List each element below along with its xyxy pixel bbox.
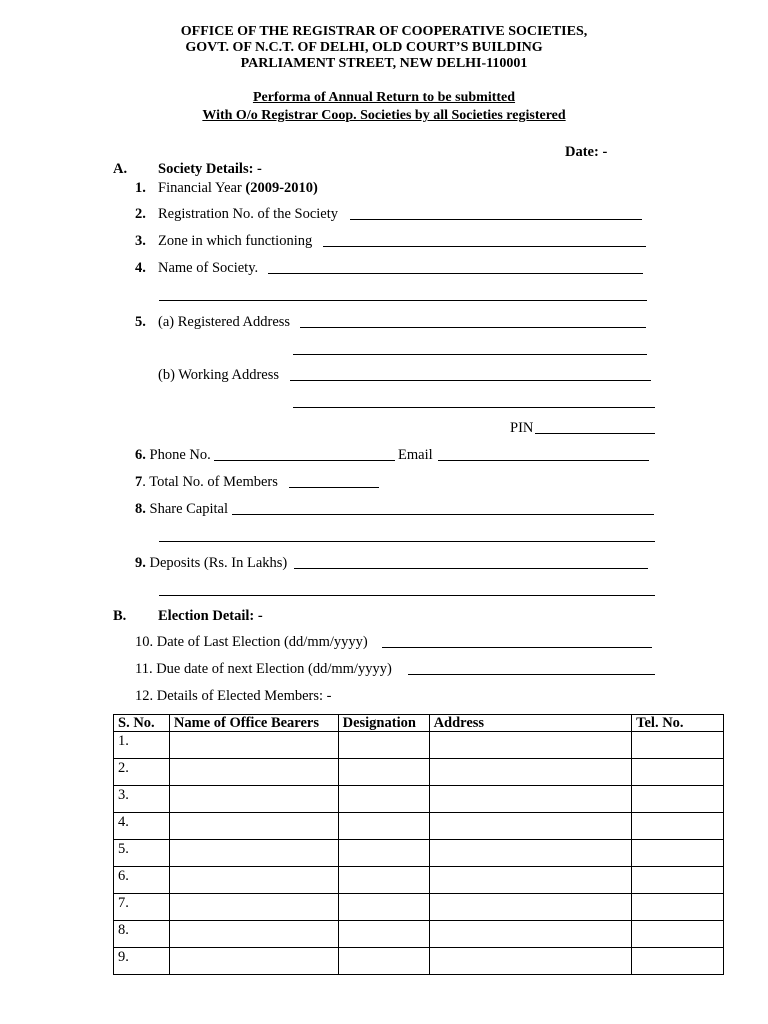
col-header-tel: Tel. No. bbox=[632, 715, 724, 732]
working-address-label: (b) Working Address bbox=[158, 367, 279, 383]
table-row bbox=[114, 813, 724, 840]
name-cell[interactable] bbox=[169, 894, 338, 921]
name-cell[interactable] bbox=[169, 867, 338, 894]
designation-cell[interactable] bbox=[338, 921, 429, 948]
address-cell[interactable] bbox=[429, 948, 632, 975]
elected-members-label: 12. Details of Elected Members: - bbox=[135, 688, 332, 704]
table-header-row bbox=[114, 715, 724, 732]
total-members-field[interactable] bbox=[289, 487, 379, 488]
working-address-field-cont[interactable] bbox=[293, 407, 655, 408]
designation-cell[interactable] bbox=[338, 867, 429, 894]
address-cell[interactable] bbox=[429, 759, 632, 786]
section-b-letter: B. bbox=[113, 608, 127, 624]
date-label: Date: - bbox=[565, 144, 608, 160]
tel-cell[interactable] bbox=[632, 759, 724, 786]
tel-cell[interactable] bbox=[632, 948, 724, 975]
designation-cell[interactable] bbox=[338, 786, 429, 813]
tel-cell[interactable] bbox=[632, 894, 724, 921]
table-row bbox=[114, 948, 724, 975]
designation-cell[interactable] bbox=[338, 759, 429, 786]
total-members-label: . Total No. of Members bbox=[142, 474, 278, 490]
item-8-number: 8. bbox=[135, 501, 146, 517]
item-4-number: 4. bbox=[135, 260, 146, 276]
last-election-label: 10. Date of Last Election (dd/mm/yyyy) bbox=[135, 634, 368, 650]
table-row bbox=[114, 786, 724, 813]
table-row bbox=[114, 921, 724, 948]
tel-cell[interactable] bbox=[632, 813, 724, 840]
members-row bbox=[135, 475, 278, 490]
email-label: Email bbox=[398, 447, 433, 463]
name-cell[interactable] bbox=[169, 759, 338, 786]
share-capital-label: Share Capital bbox=[145, 501, 229, 517]
col-header-name: Name of Office Bearers bbox=[169, 715, 338, 732]
tel-cell[interactable] bbox=[632, 867, 724, 894]
table-row bbox=[114, 840, 724, 867]
row-number: 3. bbox=[114, 786, 170, 813]
name-cell[interactable] bbox=[169, 813, 338, 840]
address-cell[interactable] bbox=[429, 894, 632, 921]
item-1-number: 1. bbox=[135, 180, 146, 196]
financial-year-label: Financial Year bbox=[158, 180, 246, 196]
tel-cell[interactable] bbox=[632, 732, 724, 759]
share-capital-field[interactable] bbox=[232, 514, 654, 515]
designation-cell[interactable] bbox=[338, 894, 429, 921]
financial-year-value: (2009-2010) bbox=[245, 180, 318, 196]
row-number: 1. bbox=[114, 732, 170, 759]
zone-label: Zone in which functioning bbox=[158, 233, 313, 249]
address-cell[interactable] bbox=[429, 813, 632, 840]
office-header-line3: PARLIAMENT STREET, NEW DELHI-110001 bbox=[240, 56, 528, 71]
pin-field[interactable] bbox=[535, 433, 655, 434]
tel-cell[interactable] bbox=[632, 921, 724, 948]
form-title-line2: With O/o Registrar Coop. Societies by all Societies registered bbox=[202, 108, 566, 123]
item-9-number: 9. bbox=[135, 555, 146, 571]
item-5-number: 5. bbox=[135, 314, 146, 330]
section-b-title: Election Detail: - bbox=[158, 608, 263, 624]
deposits-row bbox=[135, 556, 287, 571]
zone-field[interactable] bbox=[323, 246, 646, 247]
designation-cell[interactable] bbox=[338, 813, 429, 840]
address-cell[interactable] bbox=[429, 786, 632, 813]
share-capital-row bbox=[135, 502, 228, 517]
tel-cell[interactable] bbox=[632, 786, 724, 813]
row-number: 4. bbox=[114, 813, 170, 840]
address-cell[interactable] bbox=[429, 921, 632, 948]
name-cell[interactable] bbox=[169, 840, 338, 867]
address-cell[interactable] bbox=[429, 867, 632, 894]
row-number: 6. bbox=[114, 867, 170, 894]
name-cell[interactable] bbox=[169, 732, 338, 759]
item-6-number: 6. bbox=[135, 447, 146, 463]
phone-row bbox=[135, 448, 211, 463]
elected-members-table bbox=[113, 714, 724, 975]
row-number: 8. bbox=[114, 921, 170, 948]
next-election-field[interactable] bbox=[408, 674, 655, 675]
item-2-number: 2. bbox=[135, 206, 146, 222]
office-header-line1: OFFICE OF THE REGISTRAR OF COOPERATIVE SOCIETIES, bbox=[180, 24, 588, 39]
society-name-label: Name of Society. bbox=[158, 260, 259, 276]
section-a-title: Society Details: - bbox=[158, 161, 262, 177]
row-number: 7. bbox=[114, 894, 170, 921]
financial-year-row bbox=[158, 181, 318, 196]
registration-no-field[interactable] bbox=[350, 219, 642, 220]
table-row bbox=[114, 894, 724, 921]
office-header-line2: GOVT. OF N.C.T. OF DELHI, OLD COURT’S BUILDING bbox=[185, 40, 543, 55]
registered-address-field-cont[interactable] bbox=[293, 354, 647, 355]
email-field[interactable] bbox=[438, 460, 649, 461]
col-header-sno: S. No. bbox=[114, 715, 170, 732]
phone-field[interactable] bbox=[214, 460, 395, 461]
working-address-field[interactable] bbox=[290, 380, 651, 381]
deposits-label: Deposits (Rs. In Lakhs) bbox=[145, 555, 288, 571]
deposits-field-cont[interactable] bbox=[159, 595, 655, 596]
registered-address-label: (a) Registered Address bbox=[158, 314, 291, 330]
section-a-letter: A. bbox=[113, 161, 128, 177]
table-row bbox=[114, 867, 724, 894]
registration-no-label: Registration No. of the Society bbox=[158, 206, 339, 222]
row-number: 9. bbox=[114, 948, 170, 975]
society-name-field-cont[interactable] bbox=[159, 300, 647, 301]
name-cell[interactable] bbox=[169, 786, 338, 813]
col-header-designation: Designation bbox=[338, 715, 429, 732]
table-row bbox=[114, 732, 724, 759]
item-3-number: 3. bbox=[135, 233, 146, 249]
designation-cell[interactable] bbox=[338, 948, 429, 975]
next-election-label: 11. Due date of next Election (dd/mm/yyyy) bbox=[135, 661, 392, 677]
name-cell[interactable] bbox=[169, 921, 338, 948]
last-election-field[interactable] bbox=[382, 647, 652, 648]
col-header-address: Address bbox=[429, 715, 632, 732]
row-number: 5. bbox=[114, 840, 170, 867]
designation-cell[interactable] bbox=[338, 840, 429, 867]
table-row bbox=[114, 759, 724, 786]
row-number: 2. bbox=[114, 759, 170, 786]
address-cell[interactable] bbox=[429, 840, 632, 867]
item-7-number: 7 bbox=[135, 474, 143, 490]
phone-label: Phone No. bbox=[145, 447, 211, 463]
registered-address-field[interactable] bbox=[300, 327, 646, 328]
society-name-field[interactable] bbox=[268, 273, 643, 274]
pin-label: PIN bbox=[510, 420, 534, 436]
designation-cell[interactable] bbox=[338, 732, 429, 759]
share-capital-field-cont[interactable] bbox=[159, 541, 655, 542]
form-title-line1: Performa of Annual Return to be submitted bbox=[252, 90, 516, 105]
tel-cell[interactable] bbox=[632, 840, 724, 867]
address-cell[interactable] bbox=[429, 732, 632, 759]
name-cell[interactable] bbox=[169, 948, 338, 975]
deposits-field[interactable] bbox=[294, 568, 648, 569]
